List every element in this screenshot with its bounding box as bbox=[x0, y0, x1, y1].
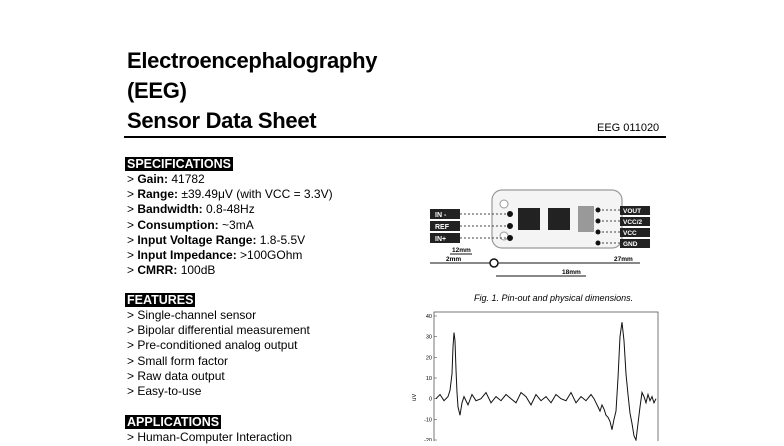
mount-hole bbox=[500, 200, 508, 208]
spec-label: Input Voltage Range: bbox=[137, 232, 257, 247]
y-tick-label: -20 bbox=[424, 438, 432, 441]
plot-frame bbox=[434, 312, 658, 441]
features-list bbox=[127, 308, 310, 399]
spec-value: >100GOhm bbox=[240, 248, 303, 263]
feature-text: Single-channel sensor bbox=[137, 308, 257, 322]
y-ticks bbox=[424, 314, 437, 441]
pin-pad bbox=[596, 230, 601, 235]
spec-item-consumption: > Consumption: ~3mA bbox=[127, 217, 254, 232]
eeg-signal-line bbox=[436, 322, 656, 440]
board-pinout-figure bbox=[430, 182, 670, 286]
y-tick-label: 0 bbox=[428, 396, 432, 403]
spec-item-cmrr: > CMRR: 100dB bbox=[127, 263, 216, 278]
spec-label: Consumption: bbox=[137, 217, 219, 232]
pin-label-ref: REF bbox=[435, 224, 449, 231]
feature-text: Small form factor bbox=[137, 353, 229, 368]
pin-pad bbox=[596, 241, 601, 246]
eeg-signal-plot bbox=[412, 306, 660, 441]
spec-value: 1.8-5.5V bbox=[259, 232, 306, 247]
pin-pad bbox=[596, 219, 601, 224]
y-tick-label: -10 bbox=[424, 417, 432, 424]
document-id: EEG 011020 bbox=[597, 122, 660, 134]
application-text: Human-Computer Interaction bbox=[137, 430, 293, 444]
spec-item-range: > Range: ±39.49μV (with VCC = 3.3V) bbox=[127, 187, 333, 202]
pin-pad bbox=[507, 235, 513, 241]
applications-heading: APPLICATIONS bbox=[127, 415, 220, 429]
dim-label-18mm: 18mm bbox=[562, 269, 581, 276]
spec-item-input-voltage: > Input Voltage Range: 1.8-5.5V bbox=[127, 232, 306, 247]
pin-label-in-plus: IN+ bbox=[435, 236, 447, 243]
header-rule bbox=[124, 136, 666, 138]
figure-1-caption: Fig. 1. Pin-out and physical dimensions. bbox=[474, 293, 634, 303]
applications-list bbox=[127, 430, 292, 445]
feature-text: Pre-conditioned analog output bbox=[137, 338, 298, 353]
spec-value: 41782 bbox=[171, 172, 205, 186]
dim-label-27mm: 27mm bbox=[614, 256, 633, 263]
spec-label: Bandwidth: bbox=[137, 202, 203, 217]
pin-pad bbox=[596, 208, 601, 213]
chip-2 bbox=[548, 208, 570, 230]
title-line-2: (EEG) bbox=[127, 78, 187, 103]
spec-value: 100dB bbox=[180, 263, 216, 278]
y-tick-label: 10 bbox=[425, 376, 432, 382]
y-tick-label: 30 bbox=[425, 334, 432, 341]
pin-label-vcc: VCC bbox=[623, 230, 637, 237]
spec-label: CMRR: bbox=[137, 263, 178, 278]
spec-item-input-impedance: > Input Impedance: >100GOhm bbox=[127, 248, 303, 263]
spec-label: Gain: bbox=[137, 172, 169, 186]
dim-label-12mm: 12mm bbox=[452, 247, 471, 254]
component bbox=[578, 206, 594, 232]
board-pinout-svg bbox=[430, 182, 670, 286]
chip-1 bbox=[518, 208, 540, 230]
eeg-plot-svg bbox=[412, 306, 660, 441]
feature-text: Easy-to-use bbox=[137, 384, 202, 399]
pin-pad bbox=[507, 211, 513, 217]
spec-value: ±39.49μV (with VCC = 3.3V) bbox=[181, 187, 333, 202]
y-tick-label: 40 bbox=[425, 314, 432, 320]
y-tick-label: 20 bbox=[425, 355, 432, 362]
spec-item-gain: > Gain: 41782 bbox=[127, 172, 205, 186]
features-heading: FEATURES bbox=[127, 293, 194, 307]
mount-hole bbox=[500, 232, 508, 240]
dim-marker bbox=[490, 259, 498, 267]
spec-value: ~3mA bbox=[222, 217, 254, 232]
pin-pad bbox=[507, 223, 513, 229]
application-item: > Human-Computer Interaction bbox=[127, 430, 293, 444]
feature-item: > Easy-to-use bbox=[127, 384, 202, 399]
spec-item-bandwidth: > Bandwidth: 0.8-48Hz bbox=[127, 202, 255, 217]
feature-text: Raw data output bbox=[137, 368, 225, 383]
title-line-3: Sensor Data Sheet bbox=[127, 108, 317, 133]
pin-label-in-minus: IN - bbox=[435, 212, 447, 219]
spec-value: 0.8-48Hz bbox=[206, 202, 255, 217]
title-line-1: Electroencephalography bbox=[127, 48, 378, 73]
dim-label-2mm: 2mm bbox=[446, 256, 462, 263]
specifications-heading: SPECIFICATIONS bbox=[127, 157, 231, 171]
y-axis-label: uV bbox=[412, 393, 418, 401]
specifications-list bbox=[127, 172, 333, 278]
spec-label: Range: bbox=[137, 187, 179, 202]
feature-text: Bipolar differential measurement bbox=[137, 323, 310, 338]
pin-label-gnd: GND bbox=[623, 241, 638, 248]
feature-item: > Single-channel sensor bbox=[127, 308, 257, 322]
feature-item: > Pre-conditioned analog output bbox=[127, 338, 298, 353]
spec-label: Input Impedance: bbox=[137, 248, 237, 263]
feature-item: > Raw data output bbox=[127, 368, 225, 383]
pin-label-vcc2: VCC/2 bbox=[623, 219, 643, 226]
feature-item: > Bipolar differential measurement bbox=[127, 323, 310, 338]
pin-label-vout: VOUT bbox=[623, 208, 642, 215]
feature-item: > Small form factor bbox=[127, 353, 229, 368]
